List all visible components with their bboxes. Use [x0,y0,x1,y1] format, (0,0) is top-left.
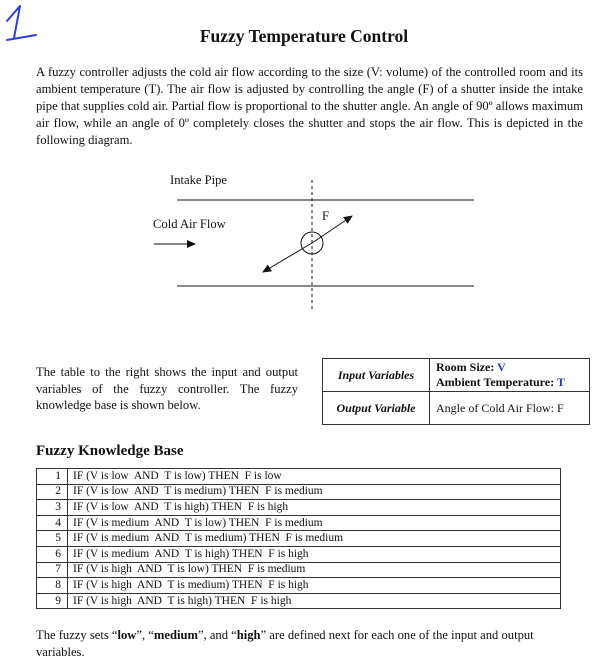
rule-row [37,546,561,562]
page-title: Fuzzy Temperature Control [199,26,409,46]
footer-paragraph: The fuzzy sets “low”, “medium”, and “high” are defined next for each one of the input and output variables. [36,628,534,659]
rule-row [37,593,561,609]
rule-number: 2 [37,484,68,500]
shutter-blade-arrow-down [263,243,312,272]
input-variables-values: Room Size: V Ambient Temperature: T [430,359,590,392]
output-variable-header: Output Variable [323,392,430,425]
rule-number: 8 [37,578,68,594]
rule-number: 1 [37,469,68,485]
rule-text: IF (V is low AND T is low) THEN F is low [68,469,561,485]
rule-number: 9 [37,593,68,609]
cold-air-flow-label: Cold Air Flow [153,217,226,231]
rule-row [37,484,561,500]
output-variable-value: Angle of Cold Air Flow: F [430,392,590,425]
variables-description: The table to the right shows the input and output variables of the fuzzy controller. The fuzzy knowledge base is shown below. [36,365,298,412]
rule-row [37,515,561,531]
rule-number: 4 [37,515,68,531]
rule-number: 7 [37,562,68,578]
rule-text: IF (V is high AND T is low) THEN F is medium [68,562,561,578]
rule-row [37,469,561,485]
rule-row [37,531,561,547]
rule-text: IF (V is medium AND T is low) THEN F is medium [68,515,561,531]
rule-text: IF (V is high AND T is medium) THEN F is high [68,578,561,594]
variables-table [322,358,590,425]
ambient-temp-symbol: T [556,375,565,389]
angle-f-label: F [322,209,330,223]
rule-text: IF (V is high AND T is high) THEN F is high [68,593,561,609]
shutter-blade-arrow-up [312,216,352,243]
room-size-symbol: V [497,360,506,374]
rule-text: IF (V is medium AND T is high) THEN F is high [68,546,561,562]
rule-row [37,578,561,594]
rule-text: IF (V is medium AND T is medium) THEN F is medium [68,531,561,547]
input-variables-header: Input Variables [323,359,430,392]
rule-row [37,500,561,516]
rule-number: 5 [37,531,68,547]
knowledge-base-heading: Fuzzy Knowledge Base [36,443,184,459]
intake-pipe-label: Intake Pipe [170,173,228,187]
rules-table [36,468,561,609]
rule-text: IF (V is low AND T is medium) THEN F is medium [68,484,561,500]
rule-number: 3 [37,500,68,516]
intro-paragraph: A fuzzy controller adjusts the cold air flow according to the size (V: volume) of the controlled room and its ambient temperature (T). The air flow is adjusted by controlling the angle (F) of a shutter inside the intake pipe that supplies cold air. Partial flow is proportional to the shutter angle. An angle of 90º allows maximum air flow, while an angle of 0º completely closes the shutter and stops the air flow. This is depicted in the following diagram. [36,65,583,147]
rule-row [37,562,561,578]
rule-text: IF (V is low AND T is high) THEN F is high [68,500,561,516]
rule-number: 6 [37,546,68,562]
shutter-diagram [140,168,480,313]
